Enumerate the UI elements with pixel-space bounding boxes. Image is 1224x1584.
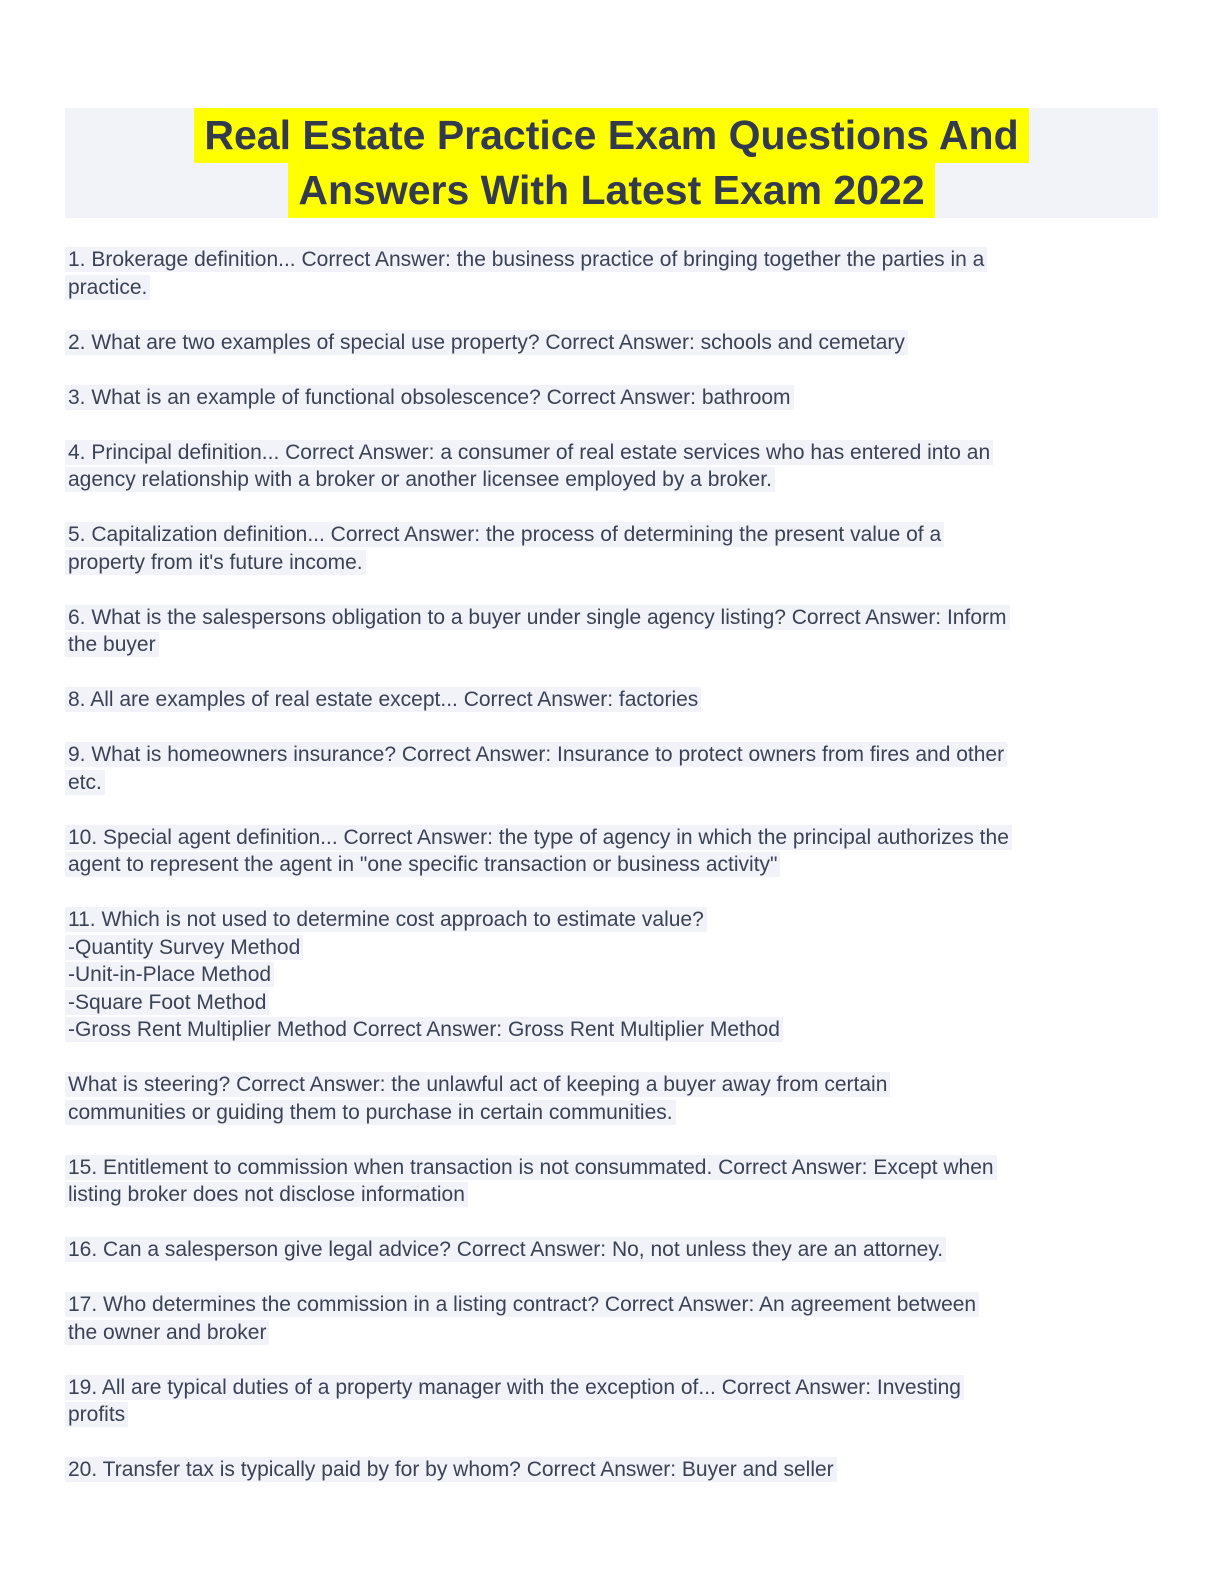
- question-paragraph: [65, 1456, 1185, 1484]
- question-line: 11. Which is not used to determine cost approach to estimate value?: [65, 907, 707, 932]
- question-paragraph: [65, 246, 1185, 301]
- title-line-1: Real Estate Practice Exam Questions And: [194, 108, 1028, 163]
- document-title-block: [65, 108, 1158, 218]
- question-paragraph: [65, 906, 1185, 1044]
- question-paragraph: [65, 1071, 1185, 1126]
- questions-list: [65, 246, 1185, 1511]
- question-line: 20. Transfer tax is typically paid by for by whom? Correct Answer: Buyer and seller: [65, 1457, 837, 1482]
- question-paragraph: [65, 1154, 1185, 1209]
- question-line: 16. Can a salesperson give legal advice? Correct Answer: No, not unless they are an attorney.: [65, 1237, 946, 1262]
- question-paragraph: [65, 384, 1185, 412]
- question-line: 6. What is the salespersons obligation to a buyer under single agency listing? Correct Answer: Inform: [65, 605, 1010, 630]
- title-line-1-wrap: [65, 108, 1158, 163]
- question-line: -Square Foot Method: [65, 990, 269, 1015]
- title-line-2-wrap: [65, 163, 1158, 218]
- question-line: 17. Who determines the commission in a listing contract? Correct Answer: An agreement between: [65, 1292, 979, 1317]
- question-line: What is steering? Correct Answer: the unlawful act of keeping a buyer away from certain: [65, 1072, 890, 1097]
- question-line: 3. What is an example of functional obsolescence? Correct Answer: bathroom: [65, 385, 794, 410]
- document-title: [65, 108, 1158, 218]
- question-line: 2. What are two examples of special use property? Correct Answer: schools and cemetary: [65, 330, 908, 355]
- question-line: listing broker does not disclose information: [65, 1182, 468, 1207]
- question-paragraph: [65, 741, 1185, 796]
- question-line: agency relationship with a broker or another licensee employed by a broker.: [65, 467, 775, 492]
- question-paragraph: [65, 1291, 1185, 1346]
- question-line: 10. Special agent definition... Correct Answer: the type of agency in which the principal authorizes the: [65, 825, 1012, 850]
- question-line: 8. All are examples of real estate except... Correct Answer: factories: [65, 687, 701, 712]
- question-paragraph: [65, 521, 1185, 576]
- question-line: communities or guiding them to purchase in certain communities.: [65, 1100, 676, 1125]
- question-line: property from it's future income.: [65, 550, 366, 575]
- title-line-2: Answers With Latest Exam 2022: [288, 163, 934, 218]
- question-paragraph: [65, 686, 1185, 714]
- question-paragraph: [65, 1236, 1185, 1264]
- question-line: practice.: [65, 275, 150, 300]
- question-line: 19. All are typical duties of a property manager with the exception of... Correct Answer: Investing: [65, 1375, 964, 1400]
- question-line: 1. Brokerage definition... Correct Answer: the business practice of bringing together the parties in a: [65, 247, 987, 272]
- question-paragraph: [65, 329, 1185, 357]
- question-line: 5. Capitalization definition... Correct Answer: the process of determining the present value of a: [65, 522, 944, 547]
- question-line: the buyer: [65, 632, 159, 657]
- question-paragraph: [65, 439, 1185, 494]
- question-line: -Gross Rent Multiplier Method Correct Answer: Gross Rent Multiplier Method: [65, 1017, 783, 1042]
- question-line: profits: [65, 1402, 128, 1427]
- question-paragraph: [65, 1374, 1185, 1429]
- question-paragraph: [65, 824, 1185, 879]
- question-line: -Unit-in-Place Method: [65, 962, 274, 987]
- question-line: the owner and broker: [65, 1320, 269, 1345]
- question-line: etc.: [65, 770, 105, 795]
- question-line: 4. Principal definition... Correct Answer: a consumer of real estate services who has entered into an: [65, 440, 993, 465]
- question-line: 15. Entitlement to commission when transaction is not consummated. Correct Answer: Except when: [65, 1155, 997, 1180]
- question-paragraph: [65, 604, 1185, 659]
- question-line: 9. What is homeowners insurance? Correct Answer: Insurance to protect owners from fires and other: [65, 742, 1007, 767]
- question-line: agent to represent the agent in "one specific transaction or business activity": [65, 852, 780, 877]
- question-line: -Quantity Survey Method: [65, 935, 303, 960]
